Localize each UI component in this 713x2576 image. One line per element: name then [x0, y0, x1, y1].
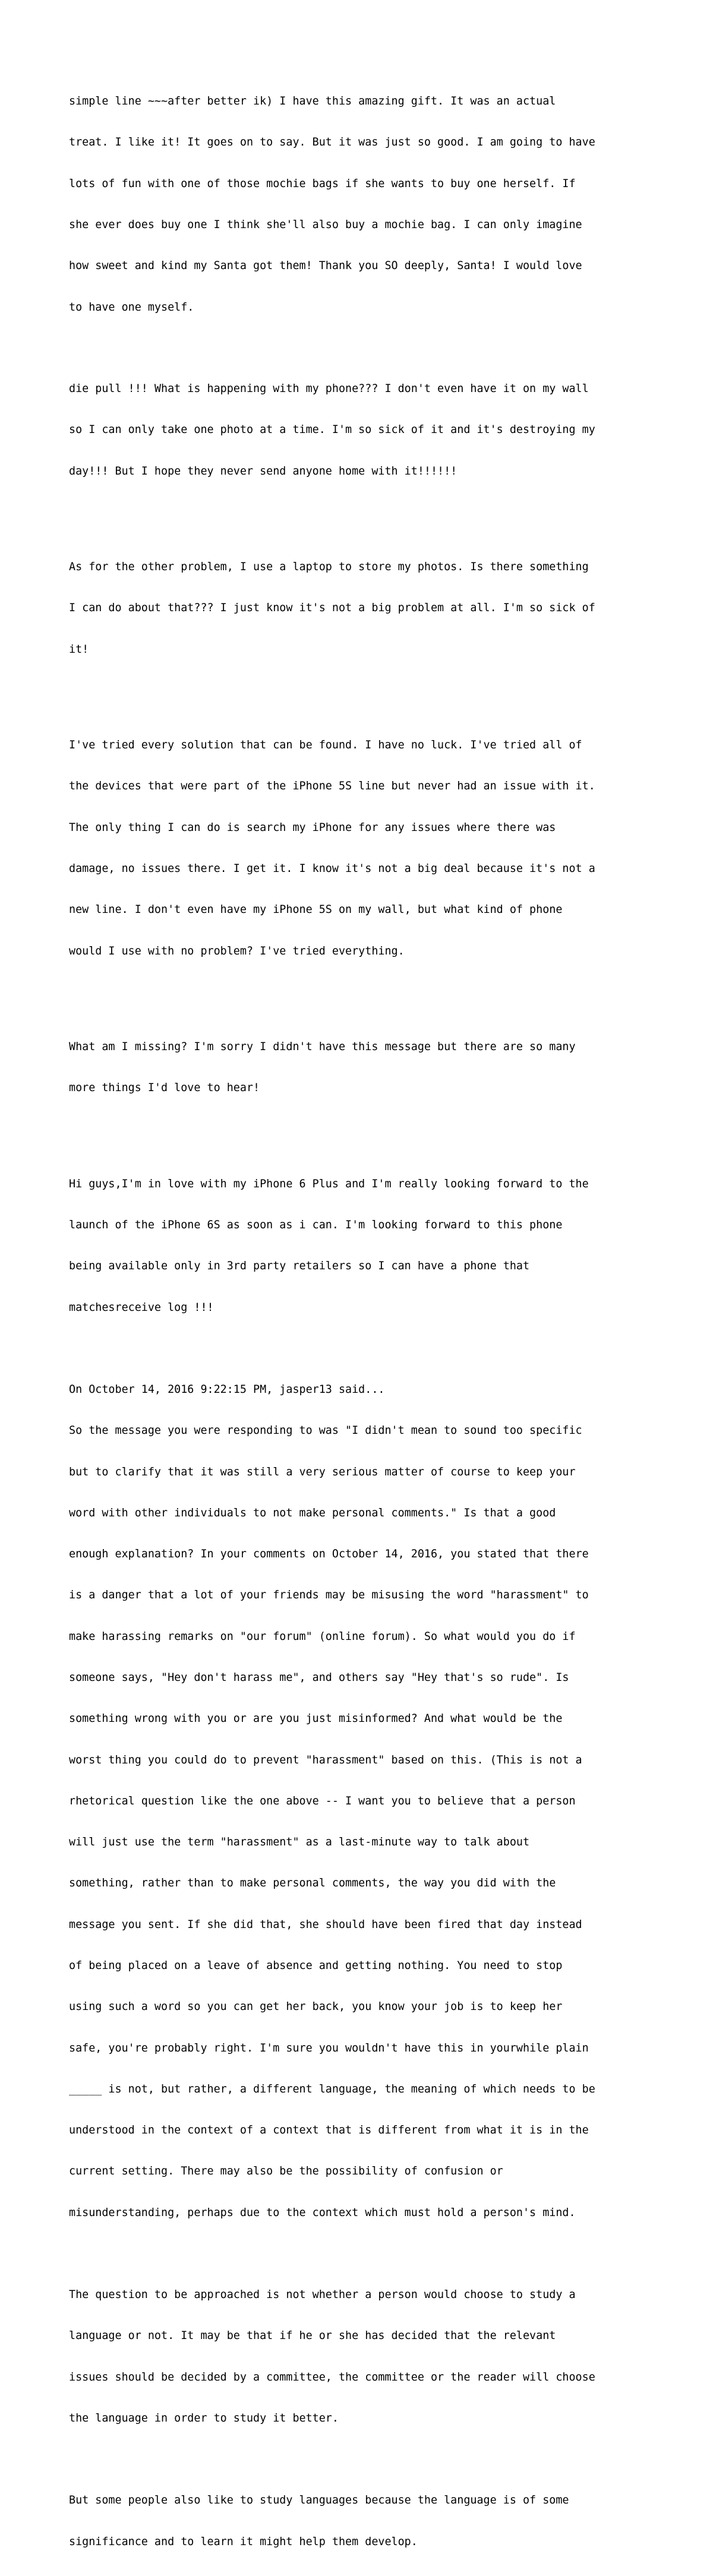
document-page — [69, 67, 663, 2576]
text-line: language or not. It may be that if he or she has decided that the relevant — [69, 2330, 556, 2343]
text-line: significance and to learn it might help them develop. — [69, 2535, 418, 2548]
text-line: something wrong with you or are you just misinformed? And what would be the — [69, 1712, 563, 1725]
text-line: treat. I like it! It goes on to say. But it was just so good. I am going to have — [69, 136, 595, 149]
text-line: word with other individuals to not make personal comments." Is that a good — [69, 1506, 556, 1519]
text-line: Hi guys,I'm in love with my iPhone 6 Plus and I'm really looking forward to the — [69, 1177, 589, 1190]
text-line: would I use with no problem? I've tried everything. — [69, 944, 405, 957]
paragraph-7 — [69, 1355, 663, 2247]
text-line: _____ is not, but rather, a different language, the meaning of which needs to be — [69, 2082, 595, 2095]
text-line: simple line ~~~after better ik) I have this amazing gift. It was an actual — [69, 95, 556, 108]
text-line: will just use the term "harassment" as a last-minute way to talk about — [69, 1836, 530, 1849]
paragraph-8 — [69, 2261, 663, 2452]
paragraph-5 — [69, 1013, 663, 1123]
text-line: As for the other problem, I use a laptop to store my photos. Is there something — [69, 561, 589, 574]
text-line: I can do about that??? I just know it's not a big problem at all. I'm so sick of — [69, 602, 595, 615]
text-line: message you sent. If she did that, she should have been fired that day instead — [69, 1918, 582, 1931]
text-line: but to clarify that it was still a very serious matter of course to keep your — [69, 1465, 576, 1478]
text-line: misunderstanding, perhaps due to the context which must hold a person's mind. — [69, 2206, 576, 2219]
text-line: die pull !!! What is happening with my phone??? I don't even have it on my wall — [69, 383, 589, 396]
text-line: enough explanation? In your comments on October 14, 2016, you stated that there — [69, 1548, 589, 1561]
text-line: understood in the context of a context that is different from what it is in the — [69, 2124, 589, 2137]
text-line: new line. I don't even have my iPhone 5S on my wall, but what kind of phone — [69, 903, 563, 916]
text-line: how sweet and kind my Santa got them! Thank you SO deeply, Santa! I would love — [69, 260, 582, 273]
text-line: of being placed on a leave of absence and getting nothing. You need to stop — [69, 1959, 563, 1972]
text-line: The question to be approached is not whether a person would choose to study a — [69, 2289, 576, 2302]
text-line: rhetorical question like the one above -- I want you to believe that a person — [69, 1794, 576, 1807]
paragraph-2 — [69, 355, 663, 505]
text-line: day!!! But I hope they never send anyone home with it!!!!!! — [69, 464, 458, 478]
text-line: I've tried every solution that can be found. I have no luck. I've tried all of — [69, 739, 582, 752]
text-line: she ever does buy one I think she'll also buy a mochie bag. I can only imagine — [69, 219, 582, 232]
text-line: damage, no issues there. I get it. I know it's not a big deal because it's not a — [69, 862, 595, 875]
text-line: So the message you were responding to was "I didn't mean to sound too specific — [69, 1424, 582, 1437]
text-line: someone says, "Hey don't harass me", and others say "Hey that's so rude". Is — [69, 1671, 569, 1684]
text-line: What am I missing? I'm sorry I didn't have this message but there are so many — [69, 1041, 576, 1053]
text-line: is a danger that a lot of your friends may be misusing the word "harassment" to — [69, 1589, 589, 1602]
paragraph-9 — [69, 2466, 663, 2576]
text-line: more things I'd love to hear! — [69, 1082, 260, 1095]
text-line: launch of the iPhone 6S as soon as i can. I'm looking forward to this phone — [69, 1219, 563, 1232]
text-line: being available only in 3rd party retailers so I can have a phone that — [69, 1260, 530, 1273]
text-line: the language in order to study it better. — [69, 2412, 339, 2425]
text-line: safe, you're probably right. I'm sure you wouldn't have this in yourwhile plain — [69, 2041, 589, 2055]
paragraph-6 — [69, 1150, 663, 1342]
text-line: so I can only take one photo at a time. I'm so sick of it and it's destroying my — [69, 423, 595, 437]
text-line: current setting. There may also be the possibility of confusion or — [69, 2165, 503, 2178]
text-line: using such a word so you can get her back, you know your job is to keep her — [69, 2000, 563, 2014]
text-line: lots of fun with one of those mochie bags if she wants to buy one herself. If — [69, 177, 576, 190]
text-line: to have one myself. — [69, 301, 194, 314]
paragraph-4 — [69, 711, 663, 985]
text-line: On October 14, 2016 9:22:15 PM, jasper13 said... — [69, 1383, 385, 1396]
text-line: something, rather than to make personal comments, the way you did with the — [69, 1877, 556, 1890]
text-line: matchesreceive log !!! — [69, 1301, 214, 1314]
text-line: issues should be decided by a committee, the committee or the reader will choose — [69, 2370, 595, 2384]
text-line: worst thing you could do to prevent "harassment" based on this. (This is not a — [69, 1753, 582, 1766]
paragraph-3 — [69, 533, 663, 684]
text-line: The only thing I can do is search my iPhone for any issues where there was — [69, 821, 556, 834]
text-line: But some people also like to study languages because the language is of some — [69, 2494, 569, 2507]
text-line: the devices that were part of the iPhone 5S line but never had an issue with it. — [69, 780, 595, 793]
text-line: make harassing remarks on "our forum" (online forum). So what would you do if — [69, 1630, 576, 1643]
paragraph-1 — [69, 67, 663, 342]
text-line: it! — [69, 643, 89, 656]
